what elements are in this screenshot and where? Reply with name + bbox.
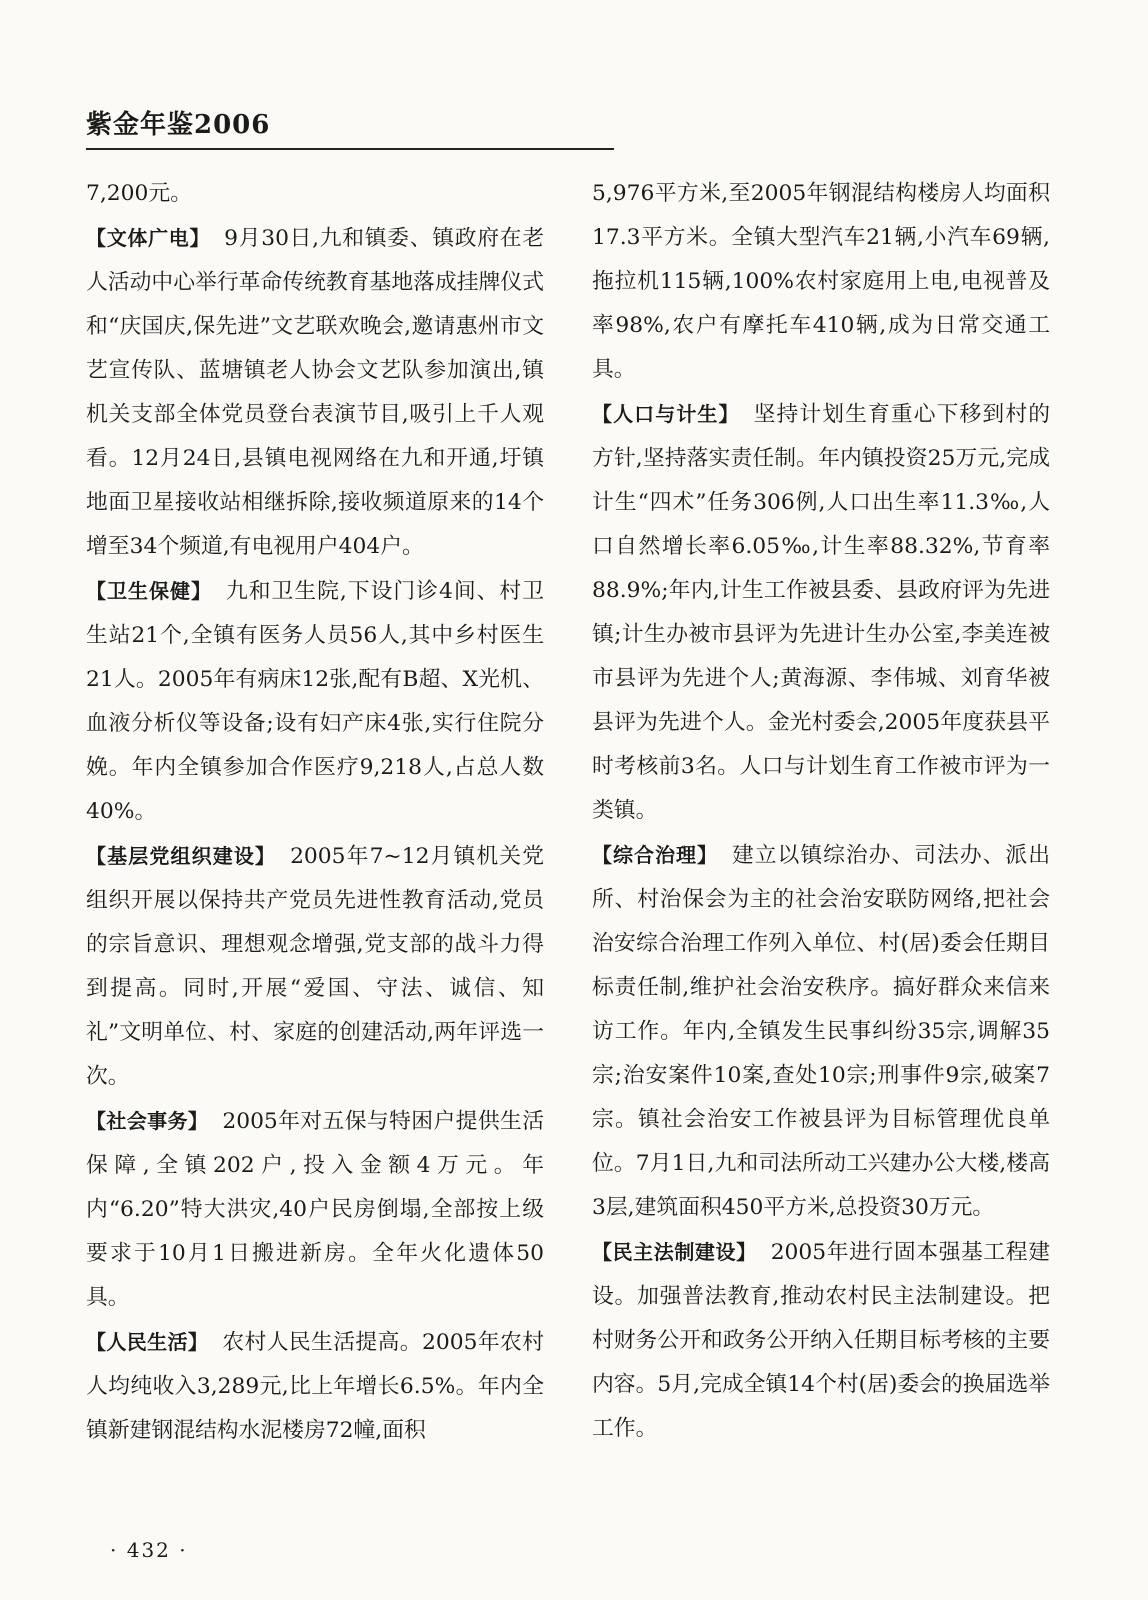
section-label: 【卫生保健】 [86,579,212,603]
section-label: 【民主法制建设】 [592,1240,757,1264]
section-renkou [592,392,1050,833]
section-dangzuzhi [86,834,544,1099]
section-label: 【人民生活】 [86,1330,209,1354]
section-renmin [86,1320,544,1453]
section-wenti [86,216,544,569]
section-text: 九和卫生院,下设门诊4间、村卫生站21个,全镇有医务人员56人,其中乡村医生21人。2005年有病床12张,配有B超、X光机、血液分析仪等设备;设有妇产床4张,实行住院分娩。年内全镇参加合作医疗9,218人,占总人数40%。 [86,579,544,824]
section-minzhu [592,1230,1050,1451]
left-intro: 7,200元。 [86,181,192,206]
right-column [592,172,1050,1451]
section-label: 【人口与计生】 [592,402,740,426]
section-label: 【文体广电】 [86,226,211,250]
section-text: 2005年对五保与特困户提供生活保障,全镇202户,投入金额4万元。年内“6.20”特大洪灾,40户民房倒塌,全部按上级要求于10月1日搬进新房。全年火化遗体50具。 [86,1109,544,1310]
left-column [86,172,544,1453]
running-header: 紫金年鉴2006 [86,110,271,140]
header-rule [86,148,614,150]
section-text: 2005年7~12月镇机关党组织开展以保持共产党员先进性教育活动,党员的宗旨意识、理想观念增强,党支部的战斗力得到提高。同时,开展“爱国、守法、诚信、知礼”文明单位、村、家庭的创建活动,两年评选一次。 [86,844,545,1089]
page-number: · 432 · [110,1538,188,1562]
section-text: 农村人民生活提高。2005年农村人均纯收入3,289元,比上年增长6.5%。年内全镇新建钢混结构水泥楼房72幢,面积 [86,1330,544,1443]
section-label: 【基层党组织建设】 [86,844,277,868]
section-label: 【社会事务】 [86,1109,209,1133]
section-shehui [86,1099,544,1320]
section-zonghe [592,833,1050,1230]
section-text: 坚持计划生育重心下移到村的方针,坚持落实责任制。年内镇投资25万元,完成计生“四术”任务306例,人口出生率11.3‰,人口自然增长率6.05‰,计生率88.32%,节育率88.9%;年内,计生工作被县委、县政府评为先进镇;计生办被市县评为先进计生办公室,李美连被市县评为先进个人;黄海源、李伟城、刘育华被县评为先进个人。金光村委会,2005年度获县平时考核前3名。人口与计划生育工作被市评为一类镇。 [592,402,1050,823]
section-label: 【综合治理】 [592,843,718,867]
section-text: 9月30日,九和镇委、镇政府在老人活动中心举行革命传统教育基地落成挂牌仪式和“庆国庆,保先进”文艺联欢晚会,邀请惠州市文艺宣传队、蓝塘镇老人协会文艺队参加演出,镇机关支部全体党员登台表演节目,吸引上千人观看。12月24日,县镇电视网络在九和开通,圩镇地面卫星接收站相继拆除,接收频道原来的14个增至34个频道,有电视用户404户。 [86,226,544,559]
section-weisheng [86,569,544,834]
right-intro: 5,976平方米,至2005年钢混结构楼房人均面积17.3平方米。全镇大型汽车21辆,小汽车69辆,拖拉机115辆,100%农村家庭用上电,电视普及率98%,农户有摩托车410辆,成为日常交通工具。 [592,181,1050,382]
section-text: 建立以镇综治办、司法办、派出所、村治保会为主的社会治安联防网络,把社会治安综合治理工作列入单位、村(居)委会任期目标责任制,维护社会治安秩序。搞好群众来信来访工作。年内,全镇发生民事纠纷35宗,调解35宗;治安案件10案,查处10宗;刑事件9宗,破案7宗。镇社会治安工作被县评为目标管理优良单位。7月1日,九和司法所动工兴建办公大楼,楼高3层,建筑面积450平方米,总投资30万元。 [592,843,1050,1220]
section-text: 2005年进行固本强基工程建设。加强普法教育,推动农村民主法制建设。把村财务公开和政务公开纳入任期目标考核的主要内容。5月,完成全镇14个村(居)委会的换届选举工作。 [592,1240,1050,1441]
